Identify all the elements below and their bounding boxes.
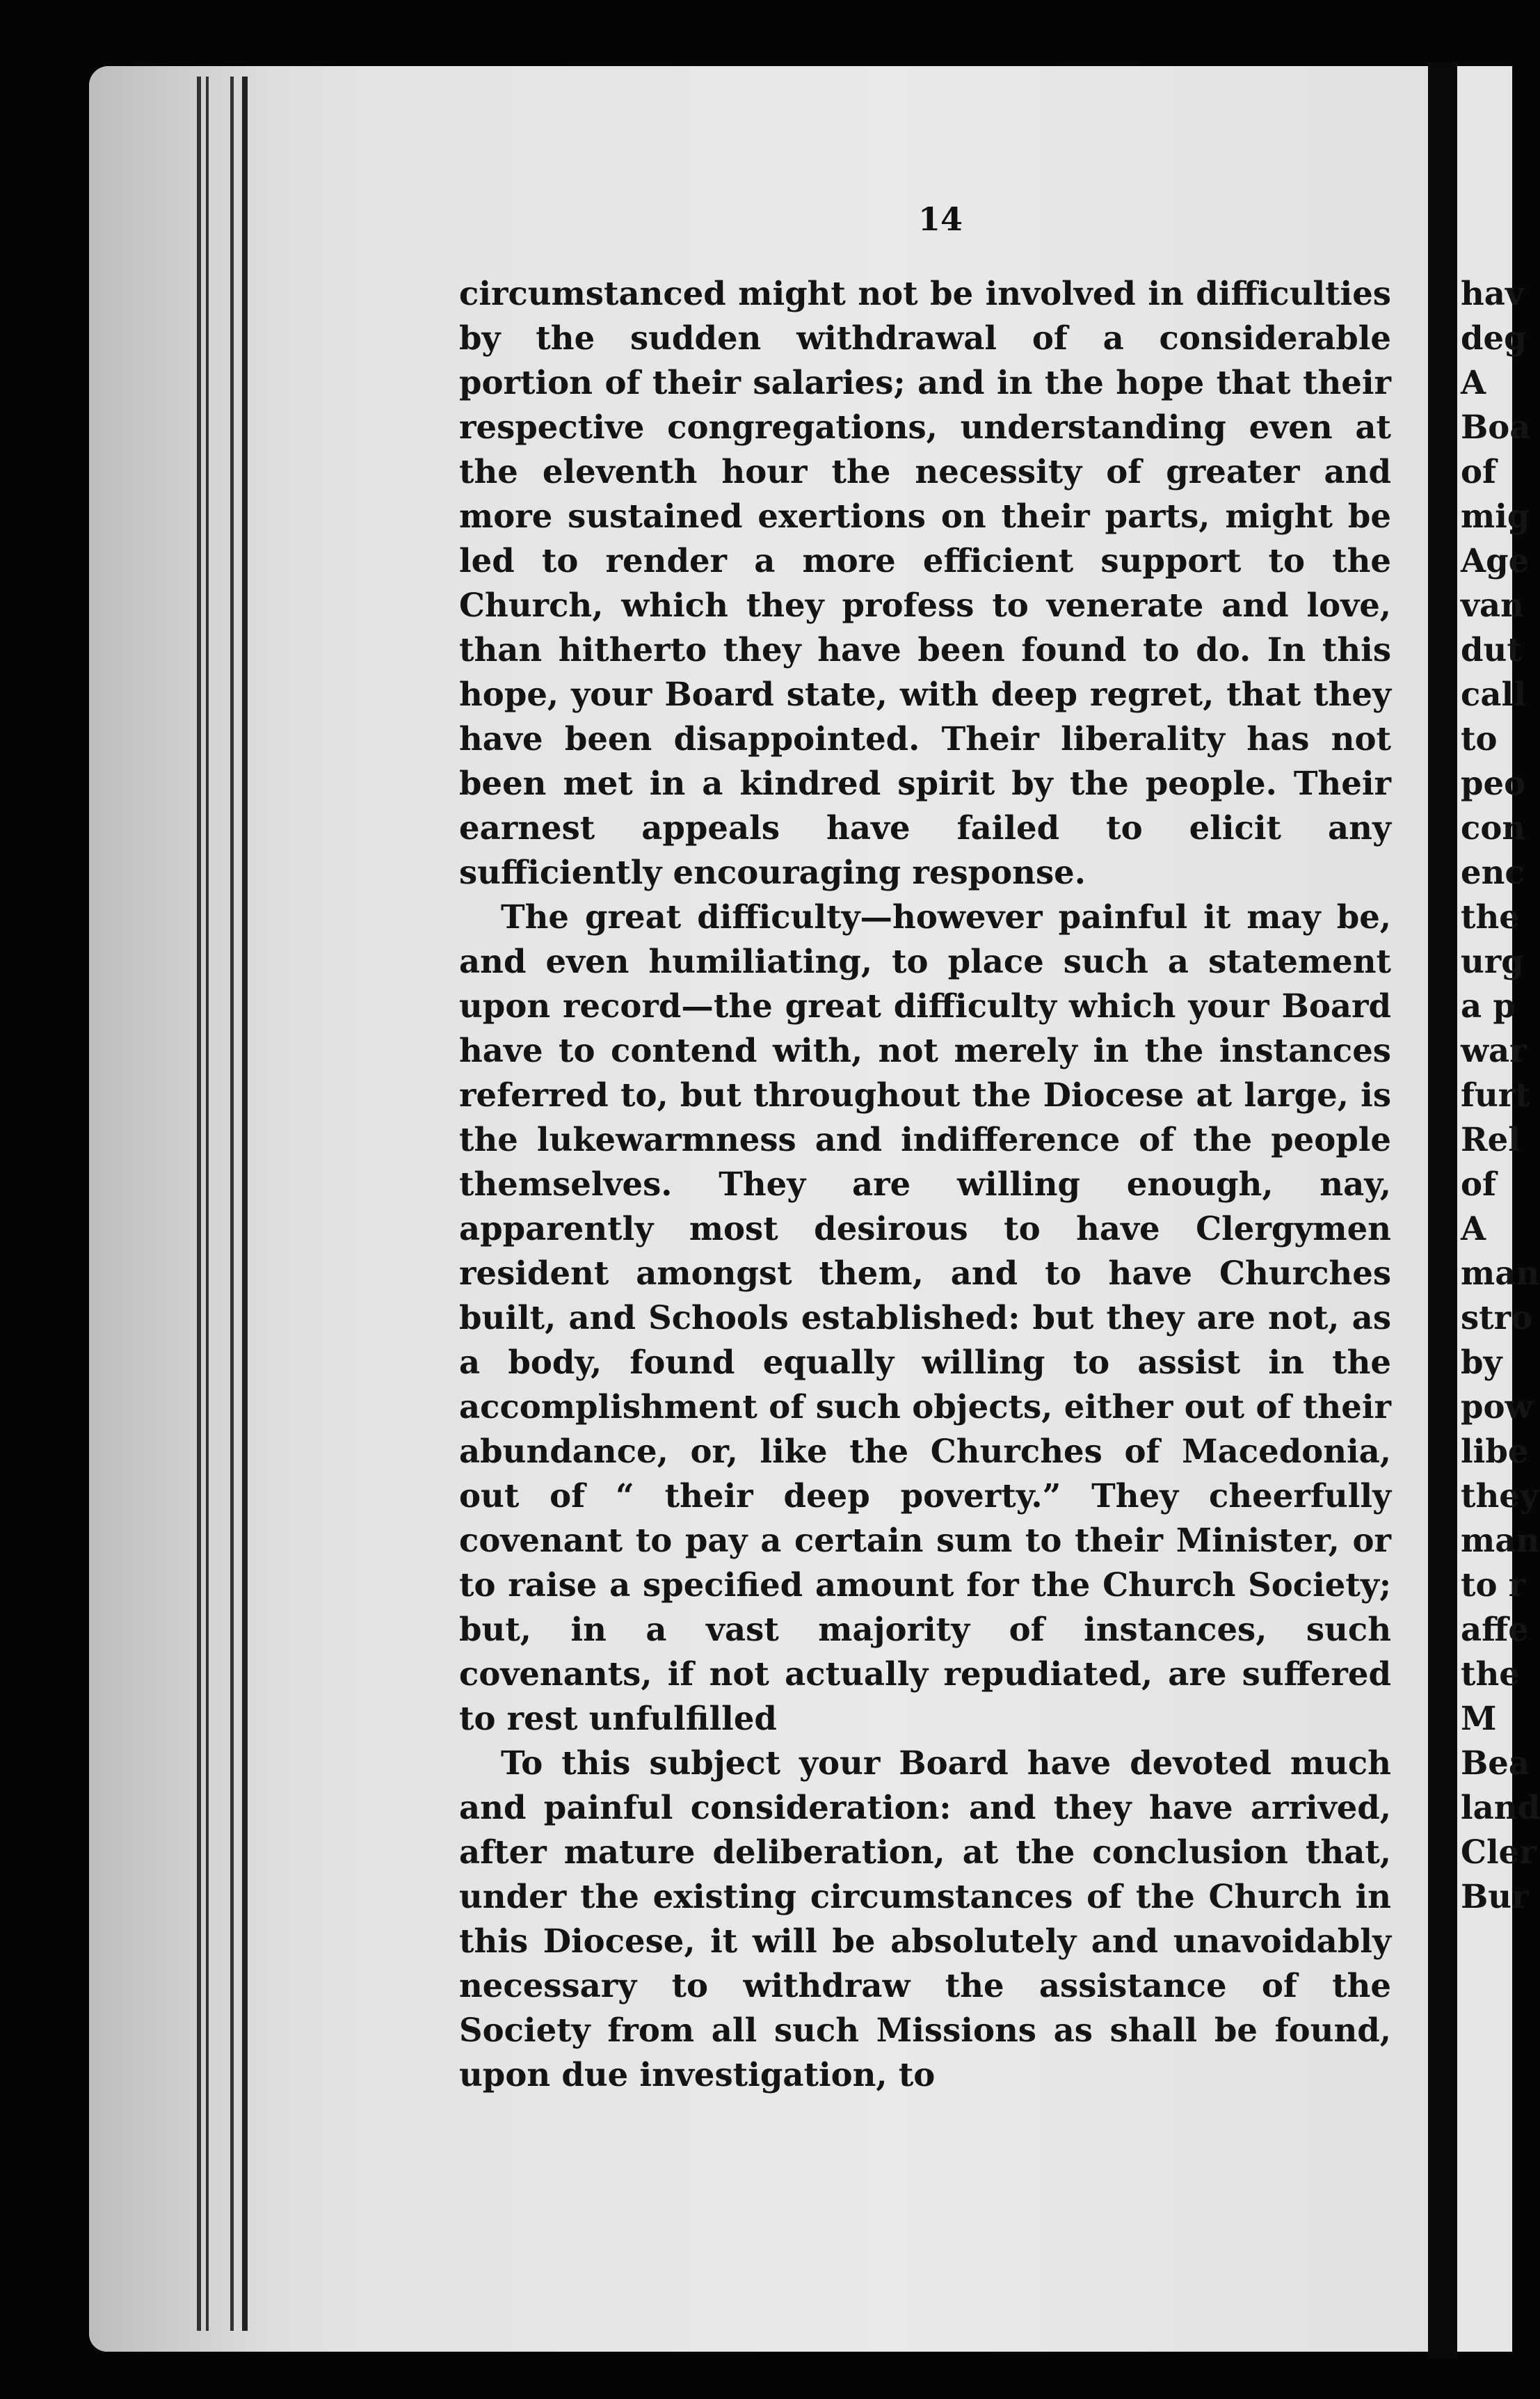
facing-page-line: van [1461, 586, 1524, 624]
facing-page-line: pow [1461, 1387, 1533, 1426]
facing-page-line: A [1461, 363, 1486, 401]
facing-page-line: enc [1461, 853, 1525, 891]
facing-page-line: to r [1461, 1565, 1526, 1604]
facing-page-line: Age [1461, 541, 1530, 580]
facing-page-line: Rel [1461, 1120, 1521, 1158]
facing-page-line: of [1461, 452, 1497, 491]
facing-page-line: Cler [1461, 1833, 1537, 1871]
facing-page-line: libe [1461, 1432, 1529, 1470]
body-text [459, 271, 1391, 2097]
facing-page-text [1461, 271, 1540, 1919]
facing-page-line: Boa [1461, 408, 1531, 446]
facing-page-line: man [1461, 1254, 1540, 1292]
facing-page-line: they [1461, 1476, 1539, 1515]
facing-page-line: M [1461, 1699, 1497, 1737]
facing-page-line: peo [1461, 764, 1526, 802]
facing-page-line: deg [1461, 319, 1527, 357]
facing-page-line: war [1461, 1031, 1527, 1069]
facing-page-line: by [1461, 1343, 1502, 1381]
facing-page-line: urg [1461, 942, 1524, 980]
facing-page-line: A [1461, 1209, 1486, 1248]
facing-page-line: dut [1461, 630, 1522, 669]
paragraph: circumstanced might not be involved in difficulties by the sudden withdrawal of a considerable portion of their salaries; and in the hope that their respective congregations, understanding even at the eleventh hour the necessity of greater and more sustained exertions on their parts, might be led to render a more efficient support to the Church, which they profess to venerate and love, than hitherto they have been found to do. In this hope, your Board state, with deep regret, that they have been disappointed. Their liberality has not been met in a kindred spirit by the people. Their earnest appeals have failed to elicit any sufficiently encouraging response. [459, 274, 1391, 891]
facing-page-line: con [1461, 808, 1526, 847]
facing-page-line: a p [1461, 987, 1516, 1025]
facing-page-line: mig [1461, 497, 1530, 535]
facing-page-line: Bur [1461, 1877, 1529, 1915]
paragraph: The great difficulty—however painful it may be, and even humiliating, to place such a statement upon record—the great difficulty which your Board have to contend with, not merely in the instances referred to, but throughout the Diocese at large, is the lukewarmness and indifference of the people themselves. They are willing enough, nay, apparently most desirous to have Clergymen resident amongst them, and to have Churches built, and Schools established: but they are not, as a body, found equally willing to assist in the accomplishment of such objects, either out of their abundance, or, like the Churches of Macedonia, out of “ their deep poverty.” They cheerfully covenant to pay a certain sum to their Minister, or to raise a specified amount for the Church Society; but, in a vast majority of instances, such covenants, if not actually repudiated, are suffered to rest unfulfilled [459, 898, 1391, 1737]
facing-page-line: affe [1461, 1610, 1529, 1648]
facing-page-line: man [1461, 1521, 1540, 1559]
facing-page-line: to [1461, 719, 1498, 758]
facing-page-line: land [1461, 1788, 1540, 1826]
facing-page-line: hav [1461, 274, 1524, 312]
page-edge-line [197, 77, 201, 2331]
page-edge-line [230, 77, 234, 2331]
page-edge-line [242, 77, 248, 2331]
facing-page-line: the [1461, 1655, 1520, 1693]
book-gutter [1428, 63, 1457, 2359]
page-number: 14 [918, 200, 963, 238]
facing-page-line: the [1461, 898, 1520, 936]
binding-shadow [89, 66, 263, 2352]
page-edge-line [206, 77, 209, 2331]
paragraph: To this subject your Board have devoted much and painful consideration: and they have arrived, after mature deliberation, at the conclusion that, under the existing circumstances of the Church in this Diocese, it will be absolutely and unavoidably necessary to withdraw the assistance of the Society from all such Missions as shall be found, upon due investigation, to [459, 1744, 1391, 2094]
facing-page-line: stro [1461, 1298, 1533, 1337]
facing-page-line: call [1461, 675, 1526, 713]
facing-page-line: furt [1461, 1076, 1530, 1114]
facing-page-line: of [1461, 1165, 1497, 1203]
facing-page-line: Bea [1461, 1744, 1530, 1782]
